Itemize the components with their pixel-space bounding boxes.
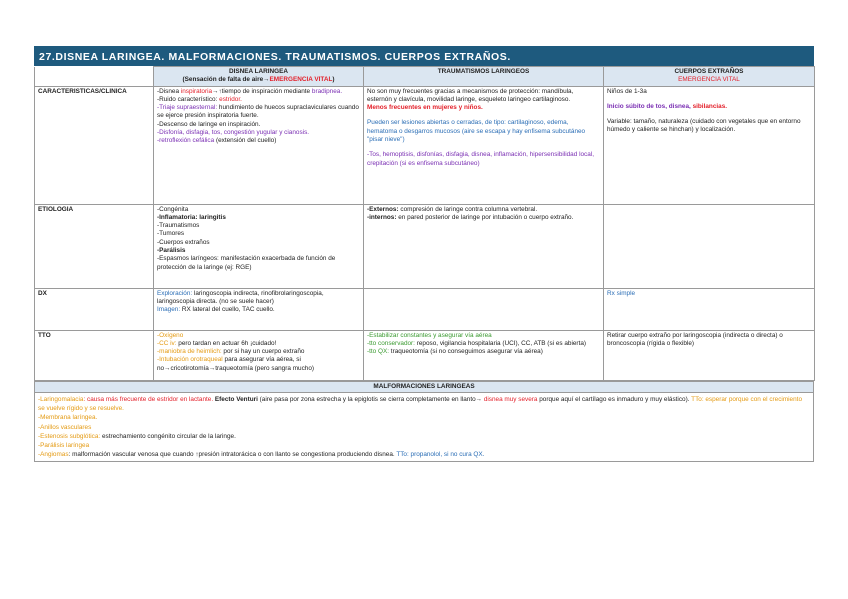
row-label-dx: DX <box>35 288 154 330</box>
row-label-clinica: CARACTERISTICAS/CLINICA <box>35 86 154 204</box>
header-disnea-sub: (Sensación de falta de aire→EMERGENCIA VITAL) <box>182 76 335 84</box>
document-page <box>34 46 814 462</box>
cell-etiologia-cuerpos <box>604 204 815 288</box>
malformaciones-header-row <box>35 381 814 392</box>
malformaciones-table <box>34 381 814 463</box>
row-dx <box>35 288 815 330</box>
cell-clinica-cuerpos: Niños de 1-3a Inicio súbito de tos, disnea, sibilancias. Variable: tamaño, naturaleza (cuidado con vegetales que en entorno húmedo y caliente se hinchan) y localización. <box>604 86 815 204</box>
header-row <box>35 67 815 87</box>
cell-tto-disnea: -Oxígeno -CC iv: pero tardan en actuar 6h ¡cuidado! -maniobra de heimlich: por si hay un cuerpo extraño -Intubación orotraqueal para asegurar vía aérea, si no→cricotirotomía→traqueotomía (pero sangra mucho) <box>154 330 364 380</box>
header-traumatismos: TRAUMATISMOS LARINGEOS <box>364 67 604 87</box>
row-etiologia <box>35 204 815 288</box>
cell-dx-cuerpos: Rx simple <box>604 288 815 330</box>
header-disnea: DISNEA LARINGEA (Sensación de falta de aire→EMERGENCIA VITAL) <box>154 67 364 87</box>
malformaciones-body-row <box>35 392 814 461</box>
row-label-tto: TTO <box>35 330 154 380</box>
row-clinica <box>35 86 815 204</box>
cell-etiologia-disnea: -Congénita -Inflamatoria: laringitis -Traumatismos -Tumores -Cuerpos extraños -Parálisis -Espasmos laríngeos: manifestación exacerbada de función de protección de la laringe (ej: RGE) <box>154 204 364 288</box>
cell-clinica-traumatismos: No son muy frecuentes gracias a mecanismos de protección: mandíbula, esternón y clavícula, movilidad laringe, esqueleto laringeo cartilaginoso. Menos frecuentes en mujeres y niños. Pueden ser lesiones abiertas o cerradas, de tipo: cartilaginoso, edema, hematoma o desgarros mucosos (aire se escapa y hay enfisema subcutáneo "pisar nieve") -Tos, hemoptisis, disfonías, disfagia, disnea, inflamación, hipersensibilidad local, crepitación (si es enfisema subcutáneo) <box>364 86 604 204</box>
cell-dx-traumatismos <box>364 288 604 330</box>
document-title: 27.DISNEA LARINGEA. MALFORMACIONES. TRAUMATISMOS. CUERPOS EXTRAÑOS. <box>34 46 814 66</box>
header-empty <box>35 67 154 87</box>
cell-tto-traumatismos: -Estabilizar constantes y asegurar vía aérea -tto conservador: reposo, vigilancia hospitalaria (UCI), CC, ATB (si es abierta) -tto QX: traqueotomía (si no conseguimos asegurar vía aérea) <box>364 330 604 380</box>
malformaciones-body: -Laringomalacia: causa más frecuente de estridor en lactante. Efecto Venturi (aire pasa por zona estrecha y la epiglotis se cierra completamente en llanto→ disnea muy severa porque aquí el cartílago es inmaduro y muy elástico). TTo: esperar porque con el crecimiento se vuelve rígido y se resuelve. -Membrana laríngea. -Anillos vasculares -Estenosis subglótica: estrechamiento congénito circular de la laringe. -Parálisis laríngea -Angiomas: malformación vascular venosa que cuando ↑presión intratorácica o con llanto se congestiona produciendo disnea. TTo: propanolol, si no cura QX. <box>35 392 814 461</box>
cell-etiologia-traumatismos: -Externos: compresión de laringe contra columna vertebral. -internos: en pared posterior de laringe por intubación o cuerpo extraño. <box>364 204 604 288</box>
cell-tto-cuerpos: Retirar cuerpo extraño por laringoscopia (indirecta o directa) o broncoscopia (rígida o flexible) <box>604 330 815 380</box>
malformaciones-header: MALFORMACIONES LARINGEAS <box>35 381 814 392</box>
header-cuerpos-extranos: CUERPOS EXTRAÑOS EMERGENCIA VITAL <box>604 67 815 87</box>
cell-clinica-disnea: -Disnea inspiratoria→↑tiempo de inspiración mediante bradipnea. -Ruido característico: estridor. -Triaje supraesternal: hundimiento de huecos supraclaviculares cuando se ejerce presión inspiratoria fuerte. -Descenso de laringe en inspiración. -Disfonía, disfagia, tos, congestión yugular y cianosis. -retroflexión cefálica (extensión del cuello) <box>154 86 364 204</box>
row-tto <box>35 330 815 380</box>
summary-table <box>34 66 815 381</box>
row-label-etiologia: ETIOLOGIA <box>35 204 154 288</box>
cell-dx-disnea: Exploración: laringoscopia indirecta, rinofibrolaringoscopia, laringoscopia directa. (no se suele hacer) Imagen: RX lateral del cuello, TAC cuello. <box>154 288 364 330</box>
